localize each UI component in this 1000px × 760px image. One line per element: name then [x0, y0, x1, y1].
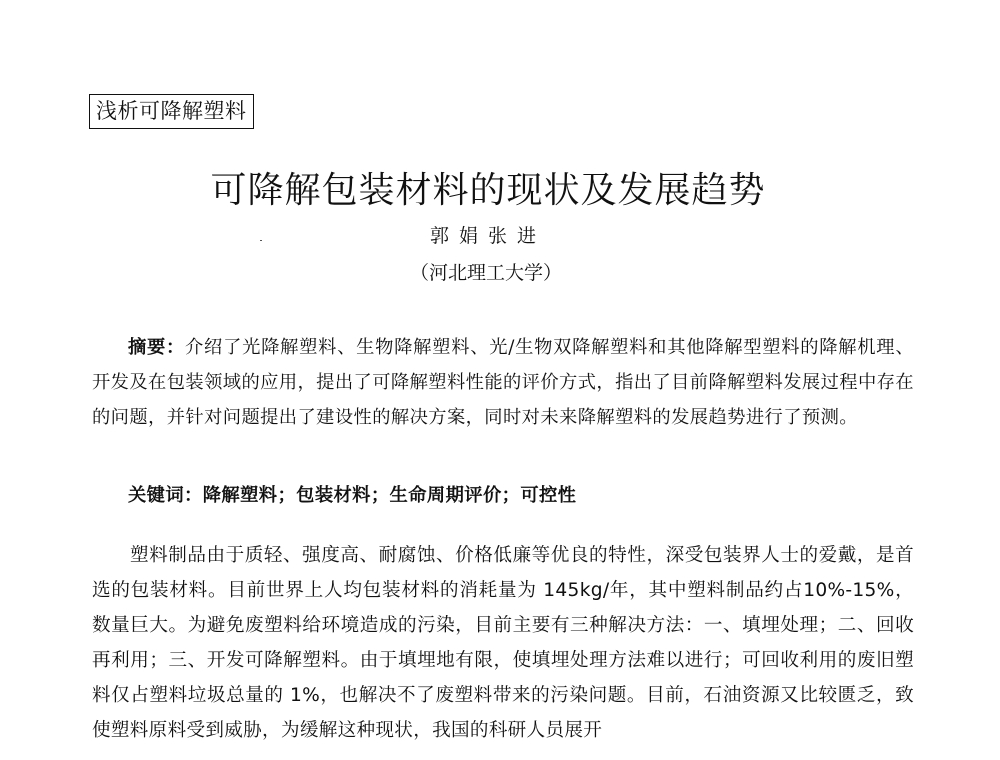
authors: 郭娟张进: [429, 225, 546, 247]
abstract: [92, 330, 914, 435]
keywords-text: 降解塑料；包装材料；生命周期评价；可控性: [202, 485, 577, 506]
abstract-text: 介绍了光降解塑料、生物降解塑料、光/生物双降解塑料和其他降解型塑料的降解机理、开发及在包装领域的应用，提出了可降解塑料性能的评价方式，指出了目前降解塑料发展过程中存在的问题，并针对问题提出了建设性的解决方案，同时对未来降解塑料的发展趋势进行了预测。: [92, 337, 915, 428]
keywords-label: 关键词：: [128, 485, 203, 506]
affiliation: （河北理工大学）: [409, 262, 562, 284]
keywords: [128, 478, 576, 513]
abstract-label: 摘要：: [128, 337, 186, 358]
body-paragraph: 塑料制品由于质轻、强度高、耐腐蚀、价格低廉等优良的特性，深受包装界人士的爱戴，是首选的包装材料。目前世界上人均包装材料的消耗量为 145kg/年，其中塑料制品约占10%-15%，数量巨大。为避免废塑料给环境造成的污染，目前主要有三种解决方法：一、填埋处理；二、回收再利用；三、开发可降解塑料。由于填埋地有限，使填埋处理方法难以进行；可回收利用的废旧塑料仅占塑料垃圾总量的 1%，也解决不了废塑料带来的污染问题。目前，石油资源又比较匮乏，致使塑料原料受到威胁，为缓解这种现状，我国的科研人员展开: [92, 545, 914, 741]
paper-title: 可降解包装材料的现状及发展趋势: [210, 170, 766, 211]
section-tag: 浅析可降解塑料: [89, 94, 254, 129]
